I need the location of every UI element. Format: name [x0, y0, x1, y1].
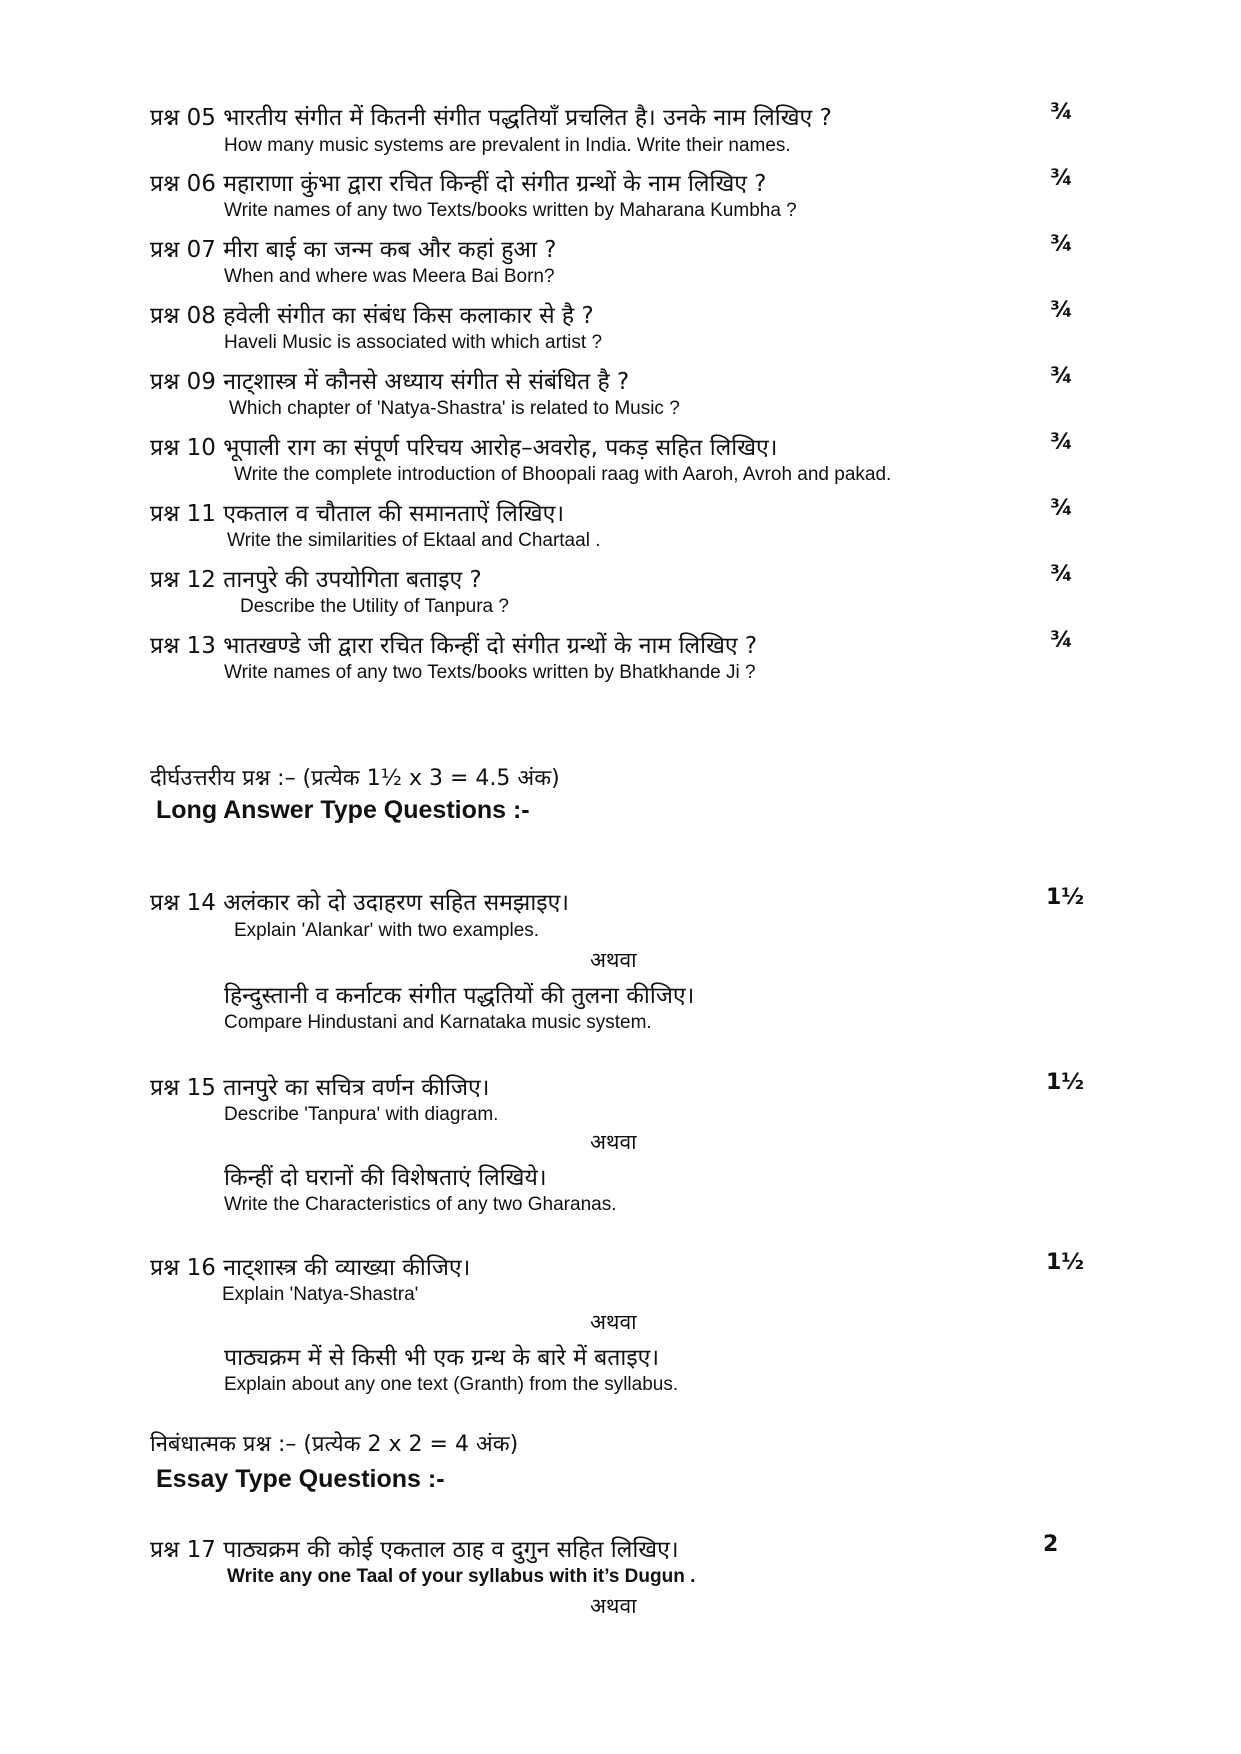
question-14-alt-english: Compare Hindustani and Karnataka music system. [224, 1012, 652, 1033]
question-12-hindi: प्रश्न 12 तानपुरे की उपयोगिता बताइए ? [150, 567, 482, 593]
question-15-hindi: प्रश्न 15 तानपुरे का सचित्र वर्णन कीजिए। [150, 1075, 490, 1101]
question-13-english: Write names of any two Texts/books written by Bhatkhande Ji ? [224, 662, 756, 683]
question-06-marks: ¾ [1050, 166, 1073, 191]
question-14-english: Explain 'Alankar' with two examples. [234, 920, 540, 941]
question-12-marks: ¾ [1050, 562, 1073, 587]
question-09-english: Which chapter of 'Natya-Shastra' is related to Music ? [229, 398, 680, 419]
question-16-or: अथवा [590, 1310, 637, 1334]
question-15-alt-hindi: किन्हीं दो घरानों की विशेषताएं लिखिये। [224, 1165, 547, 1191]
question-14-marks: 1½ [1046, 885, 1085, 910]
question-14-alt-hindi: हिन्दुस्तानी व कर्नाटक संगीत पद्धतियों की तुलना कीजिए। [224, 983, 695, 1009]
question-17-marks: 2 [1043, 1532, 1059, 1557]
question-11-marks: ¾ [1050, 496, 1073, 521]
essay-section-heading-english: Essay Type Questions :- [156, 1465, 445, 1493]
question-11-hindi: प्रश्न 11 एकताल व चौताल की समानताऐं लिखिए। [150, 501, 565, 527]
question-07-marks: ¾ [1050, 232, 1073, 257]
question-06-hindi: प्रश्न 06 महाराणा कुंभा द्वारा रचित किन्हीं दो संगीत ग्रन्थों के नाम लिखिए ? [150, 171, 767, 197]
question-16-alt-english: Explain about any one text (Granth) from the syllabus. [224, 1374, 679, 1395]
question-11-english: Write the similarities of Ektaal and Chartaal . [227, 530, 601, 551]
question-15-alt-english: Write the Characteristics of any two Gharanas. [224, 1194, 617, 1215]
question-15-english: Describe 'Tanpura' with diagram. [224, 1104, 499, 1125]
question-07-english: When and where was Meera Bai Born? [224, 266, 555, 287]
question-10-english: Write the complete introduction of Bhoopali raag with Aaroh, Avroh and pakad. [234, 464, 892, 485]
question-16-marks: 1½ [1046, 1250, 1085, 1275]
question-06-english: Write names of any two Texts/books written by Maharana Kumbha ? [224, 200, 797, 221]
question-13-hindi: प्रश्न 13 भातखण्डे जी द्वारा रचित किन्हीं दो संगीत ग्रन्थों के नाम लिखिए ? [150, 633, 758, 659]
question-16-hindi: प्रश्न 16 नाट्शास्त्र की व्याख्या कीजिए। [150, 1255, 471, 1281]
essay-section-heading-hindi: निबंधात्मक प्रश्न :– (प्रत्येक 2 x 2 = 4 अंक) [150, 1432, 519, 1457]
question-10-hindi: प्रश्न 10 भूपाली राग का संपूर्ण परिचय आरोह–अवरोह, पकड़ सहित लिखिए। [150, 435, 778, 461]
question-09-hindi: प्रश्न 09 नाट्शास्त्र में कौनसे अध्याय संगीत से संबंधित है ? [150, 369, 630, 395]
question-08-hindi: प्रश्न 08 हवेली संगीत का संबंध किस कलाकार से है ? [150, 303, 594, 329]
question-09-marks: ¾ [1050, 364, 1073, 389]
question-05-english: How many music systems are prevalent in India. Write their names. [224, 135, 791, 156]
question-15-marks: 1½ [1046, 1070, 1085, 1095]
question-16-english: Explain 'Natya-Shastra' [222, 1284, 419, 1305]
question-05-marks: ¾ [1050, 100, 1073, 125]
question-08-marks: ¾ [1050, 298, 1073, 323]
question-13-marks: ¾ [1050, 628, 1073, 653]
question-12-english: Describe the Utility of Tanpura ? [240, 596, 509, 617]
question-16-alt-hindi: पाठ्यक्रम में से किसी भी एक ग्रन्थ के बारे में बताइए। [224, 1345, 660, 1371]
question-10-marks: ¾ [1050, 430, 1073, 455]
question-08-english: Haveli Music is associated with which artist ? [224, 332, 603, 353]
question-07-hindi: प्रश्न 07 मीरा बाई का जन्म कब और कहां हुआ ? [150, 237, 557, 263]
question-17-hindi: प्रश्न 17 पाठ्यक्रम की कोई एकताल ठाह व दुगुन सहित लिखिए। [150, 1537, 679, 1563]
long-section-heading-hindi: दीर्घउत्तरीय प्रश्न :– (प्रत्येक 1½ x 3 = 4.5 अंक) [150, 766, 560, 791]
question-14-or: अथवा [590, 948, 637, 972]
question-17-or: अथवा [590, 1594, 637, 1618]
long-section-heading-english: Long Answer Type Questions :- [156, 796, 530, 824]
question-14-hindi: प्रश्न 14 अलंकार को दो उदाहरण सहित समझाइए। [150, 890, 570, 916]
question-17-english: Write any one Taal of your syllabus with it’s Dugun . [227, 1566, 696, 1587]
question-15-or: अथवा [590, 1130, 637, 1154]
question-05-hindi: प्रश्न 05 भारतीय संगीत में कितनी संगीत पद्धतियाँ प्रचलित है। उनके नाम लिखिए ? [150, 105, 832, 131]
